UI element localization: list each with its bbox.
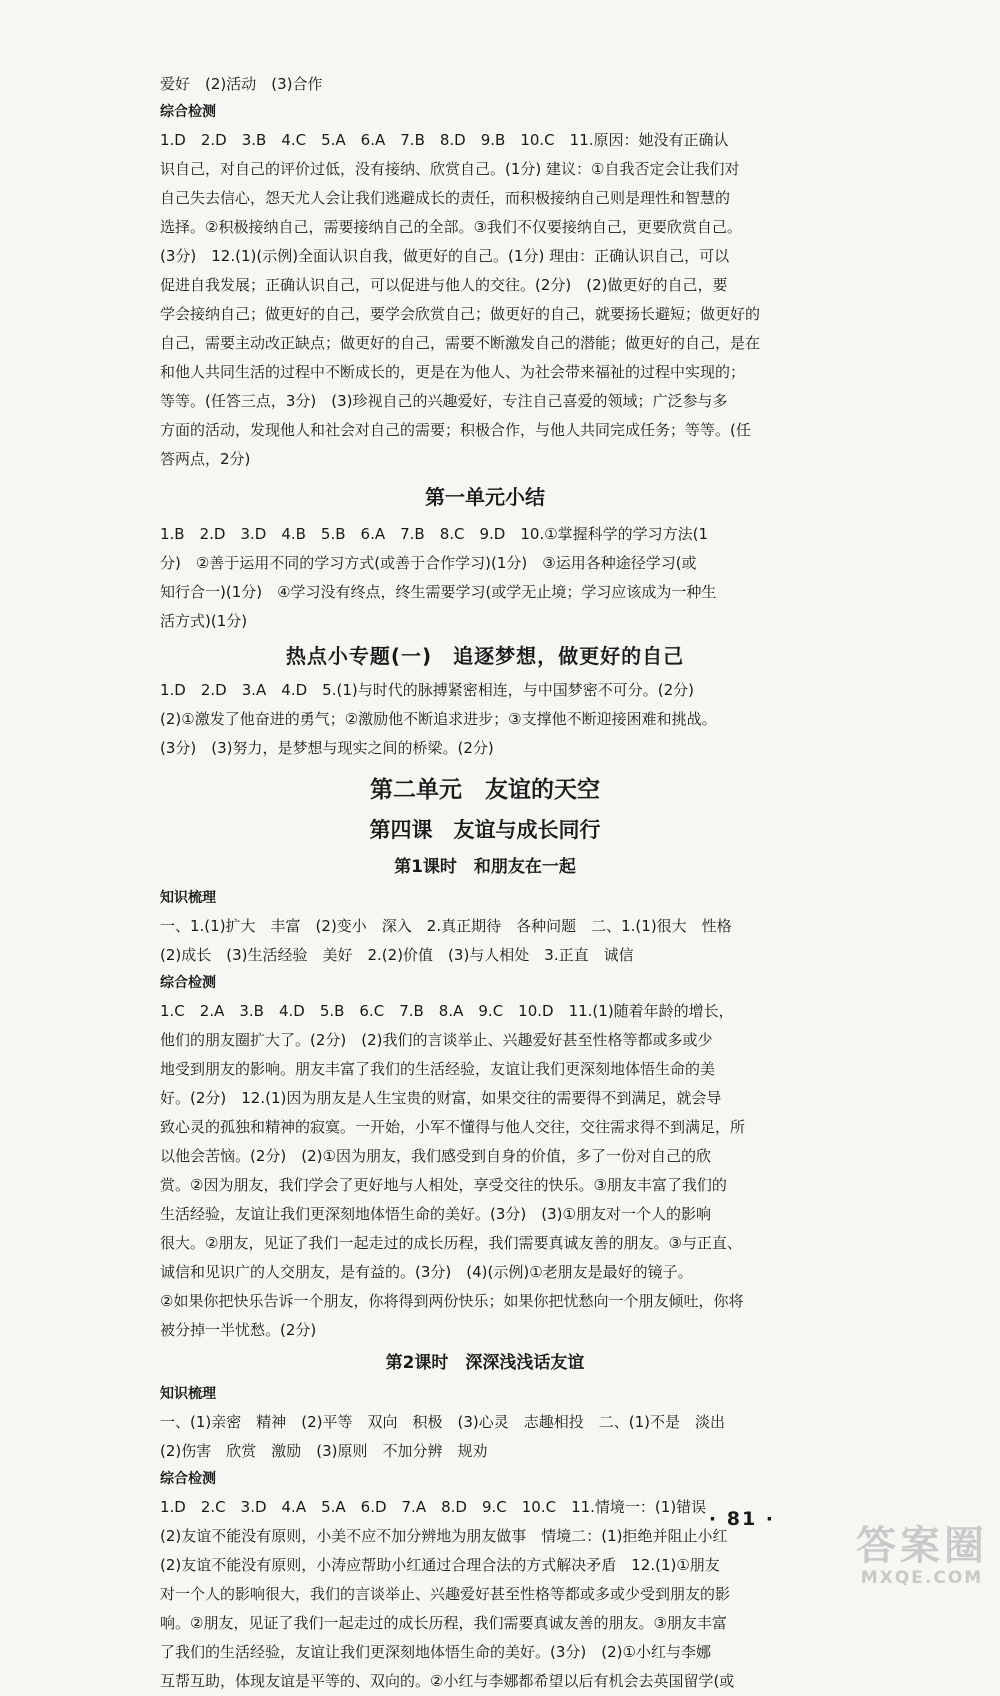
- section-heading: 综合检测: [160, 1471, 216, 1487]
- period1-knowledge: [160, 912, 810, 970]
- answer-line: 方面的活动，发现他人和社会对自己的需要；积极合作，与他人共同完成任务；等等。(任: [160, 421, 751, 439]
- answer-line: 1.D 2.D 3.B 4.C 5.A 6.A 7.B 8.D 9.B 10.C 11.原因：她没有正确认: [160, 131, 729, 149]
- answer-line: (3分) 12.(1)(示例)全面认识自我，做更好的自己。(1分) 理由：正确认识自己，可以: [160, 247, 730, 265]
- answer-line: (2)成长 (3)生活经验 美好 2.(2)价值 (3)与人相处 3.正直 诚信: [160, 946, 634, 964]
- answer-line: 自己，需要主动改正缺点；做更好的自己，需要不断激发自己的潜能；做更好的自己，是在: [160, 334, 761, 352]
- answer-line: ②如果你把快乐告诉一个朋友，你将得到两份快乐；如果你把忧愁向一个朋友倾吐，你将: [160, 1292, 744, 1310]
- answer-line: 学会接纳自己；做更好的自己，要学会欣赏自己；做更好的自己，就要扬长避短；做更好的: [160, 305, 761, 323]
- answer-line: 他们的朋友圈扩大了。(2分) (2)我们的言谈举止、兴趣爱好甚至性格等都或多或少: [160, 1031, 713, 1049]
- answer-line: 致心灵的孤独和精神的寂寞。一开始，小军不懂得与他人交往，交往需求得不到满足，所: [160, 1118, 746, 1136]
- answer-line: (2)伤害 欣赏 激励 (3)原则 不加分辨 规劝: [160, 1442, 488, 1460]
- answer-line: 对一个人的影响很大，我们的言谈举止、兴趣爱好甚至性格等都或多或少受到朋友的影: [160, 1585, 731, 1603]
- answer-line: 和他人共同生活的过程中不断成长的，更是在为他人、为社会带来福祉的过程中实现的；: [160, 363, 746, 381]
- answer-line: 促进自我发展；正确认识自己，可以促进与他人的交往。(2分) (2)做更好的自己，要: [160, 276, 728, 294]
- watermark-logo: [856, 1524, 988, 1588]
- answer-line: 赏。②因为朋友，我们学会了更好地与人相处，享受交往的快乐。③朋友丰富了我们的: [160, 1176, 727, 1194]
- period1-test: [160, 997, 810, 1345]
- section-heading: 综合检测: [160, 104, 216, 120]
- answer-page: [160, 70, 810, 1696]
- answer-line: 好。(2分) 12.(1)因为朋友是人生宝贵的财富，如果交往的需要得不到满足，就会导: [160, 1089, 722, 1107]
- answer-line: 知行合一)(1分) ④学习没有终点，终生需要学习(或学无止境；学习应该成为一种生: [160, 583, 717, 601]
- knowledge-heading: 知识梳理: [160, 890, 216, 906]
- answer-line: (2)①激发了他奋进的勇气；②激励他不断追求进步；③支撑他不断迎接困难和挑战。: [160, 710, 717, 728]
- top-line: 爱好 (2)活动 (3)合作: [160, 75, 323, 93]
- answer-line: 识自己，对自己的评价过低，没有接纳、欣赏自己。(1分) 建议：①自我否定会让我们对: [160, 160, 740, 178]
- answer-line: 诚信和见识广的人交朋友，是有益的。(3分) (4)(示例)①老朋友是最好的镜子。: [160, 1263, 693, 1281]
- answer-line: 响。②朋友，见证了我们一起走过的成长历程，我们需要真诚友善的朋友。③朋友丰富: [160, 1614, 727, 1632]
- section1-body: [160, 126, 810, 474]
- answer-line: 1.D 2.C 3.D 4.A 5.A 6.D 7.A 8.D 9.C 10.C 11.情境一：(1)错误: [160, 1498, 707, 1516]
- answer-line: 等等。(任答三点，3分) (3)珍视自己的兴趣爱好，专注自己喜爱的领域；广泛参与多: [160, 392, 728, 410]
- page-number: · 81 ·: [708, 1508, 775, 1530]
- answer-line: 1.D 2.D 3.A 4.D 5.(1)与时代的脉搏紧密相连，与中国梦密不可分。(2分): [160, 681, 694, 699]
- answer-line: 以他会苦恼。(2分) (2)①因为朋友，我们感受到自身的价值，多了一份对自己的欣: [160, 1147, 711, 1165]
- answer-line: 一、1.(1)扩大 丰富 (2)变小 深入 2.真正期待 各种问题 二、1.(1)很大 性格: [160, 917, 732, 935]
- unit1-summary-body: [160, 520, 810, 636]
- period2-knowledge: [160, 1408, 810, 1466]
- watermark-text: 答案圈: [856, 1523, 988, 1569]
- period2-title: 第2课时 深深浅浅话友谊: [385, 1353, 585, 1373]
- answer-line: 选择。②积极接纳自己，需要接纳自己的全部。③我们不仅要接纳自己，更要欣赏自己。: [160, 218, 742, 236]
- knowledge-heading: 知识梳理: [160, 1386, 216, 1402]
- answer-line: (2)友谊不能没有原则，小美不应不加分辨地为朋友做事 情境二：(1)拒绝并阻止小红: [160, 1527, 728, 1545]
- unit1-summary-title: 第一单元小结: [425, 485, 545, 509]
- answer-line: 了我们的生活经验，友谊让我们更深刻地体悟生命的美好。(3分) (2)①小红与李娜: [160, 1643, 711, 1661]
- answer-line: (2)友谊不能没有原则，小涛应帮助小红通过合理合法的方式解决矛盾 12.(1)①朋友: [160, 1556, 720, 1574]
- hot-topic-body: [160, 676, 810, 763]
- section-heading: 综合检测: [160, 975, 216, 991]
- answer-line: 分) ②善于运用不同的学习方式(或善于合作学习)(1分) ③运用各种途径学习(或: [160, 554, 697, 572]
- answer-line: 答两点，2分): [160, 450, 251, 468]
- lesson-title: 第四课 友谊与成长同行: [369, 818, 601, 842]
- answer-line: 很大。②朋友，见证了我们一起走过的成长历程，我们需要真诚友善的朋友。③与正直、: [160, 1234, 742, 1252]
- watermark-url: MXQE.COM: [860, 1568, 984, 1588]
- answer-line: 生活经验，友谊让我们更深刻地体悟生命的美好。(3分) (3)①朋友对一个人的影响: [160, 1205, 711, 1223]
- answer-line: 被分掉一半忧愁。(2分): [160, 1321, 317, 1339]
- answer-line: 1.C 2.A 3.B 4.D 5.B 6.C 7.B 8.A 9.C 10.D 11.(1)随着年龄的增长，: [160, 1002, 734, 1020]
- hot-topic-title: 热点小专题(一) 追逐梦想，做更好的自己: [285, 644, 685, 668]
- answer-line: 1.B 2.D 3.D 4.B 5.B 6.A 7.B 8.C 9.D 10.①掌握科学的学习方法(1: [160, 525, 709, 543]
- answer-line: (3分) (3)努力，是梦想与现实之间的桥梁。(2分): [160, 739, 494, 757]
- answer-line: 互帮互助，体现友谊是平等的、双向的。②小红与李娜都希望以后有机会去英国留学(或: [160, 1672, 735, 1690]
- answer-line: 活方式)(1分): [160, 612, 248, 630]
- answer-line: 一、(1)亲密 精神 (2)平等 双向 积极 (3)心灵 志趣相投 二、(1)不是 淡出: [160, 1413, 725, 1431]
- period1-title: 第1课时 和朋友在一起: [394, 857, 576, 877]
- unit2-title: 第二单元 友谊的天空: [370, 777, 600, 803]
- answer-line: 地受到朋友的影响。朋友丰富了我们的生活经验，友谊让我们更深刻地体悟生命的美: [160, 1060, 716, 1078]
- answer-line: 自己失去信心，怨天尤人会让我们逃避成长的责任，而积极接纳自己则是理性和智慧的: [160, 189, 731, 207]
